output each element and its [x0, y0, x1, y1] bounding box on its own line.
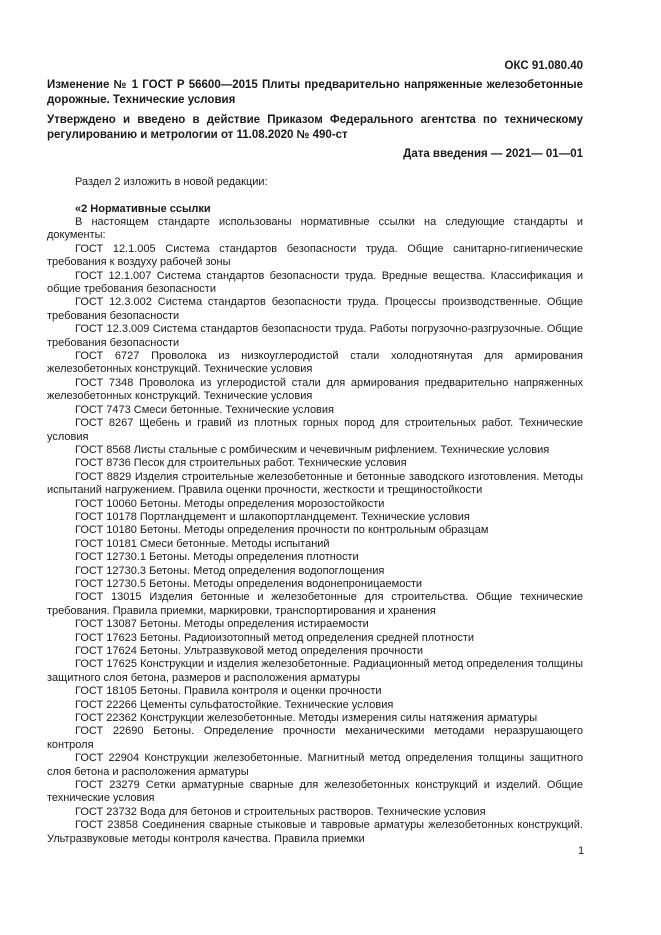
reference-item: ГОСТ 12.3.009 Система стандартов безопасности труда. Работы погрузочно-разгрузочные. Общие требования безопасности — [47, 323, 583, 349]
reference-item: ГОСТ 8736 Песок для строительных работ. Технические условия — [75, 457, 407, 470]
section-intro: В настоящем стандарте использованы нормативные ссылки на следующие стандарты и документы: — [47, 216, 583, 242]
page-number: 1 — [578, 845, 585, 857]
reference-item: ГОСТ 13087 Бетоны. Методы определения истираемости — [75, 618, 369, 631]
reference-item: ГОСТ 10060 Бетоны. Методы определения морозостойкости — [75, 497, 385, 510]
reference-item: ГОСТ 8829 Изделия строительные железобетонные и бетонные заводского изготовления. Методы испытаний нагружением. Правила оценки прочности, жесткости и трещиностойкости — [47, 470, 583, 497]
reference-item: ГОСТ 23732 Вода для бетонов и строительных растворов. Технические условия — [75, 805, 486, 818]
reference-item: ГОСТ 22266 Цементы сульфатостойкие. Технические условия — [75, 698, 394, 711]
reference-item: ГОСТ 23279 Сетки арматурные сварные для железобетонных конструкций и изделий. Общие технические условия — [47, 779, 583, 805]
reference-item: ГОСТ 12730.1 Бетоны. Методы определения плотности — [75, 551, 359, 564]
effective-date: Дата введения — 2021— 01—01 — [403, 148, 583, 160]
section-heading: «2 Нормативные ссылки — [75, 203, 211, 215]
reference-item: ГОСТ 12.1.007 Система стандартов безопасности труда. Вредные вещества. Классификация и общие требования безопасности — [47, 269, 583, 296]
reference-item: ГОСТ 10180 Бетоны. Методы определения прочности по контрольным образцам — [75, 524, 489, 537]
reference-item: ГОСТ 17623 Бетоны. Радиоизотопный метод определения средней плотности — [75, 631, 475, 644]
reference-item: ГОСТ 17624 Бетоны. Ультразвуковой метод определения прочности — [75, 645, 424, 657]
reference-item: ГОСТ 18105 Бетоны. Правила контроля и оценки прочности — [75, 685, 382, 698]
document-title: Изменение № 1 ГОСТ Р 56600—2015 Плиты предварительно напряженные железобетонные дорожные. Технические условия — [47, 79, 583, 106]
reference-item: ГОСТ 12730.3 Бетоны. Метод определения водопоглощения — [75, 564, 385, 577]
reference-item: ГОСТ 22904 Конструкции железобетонные. Магнитный метод определения толщины защитного слоя бетона и расположения арматуры — [47, 752, 583, 778]
reference-item: ГОСТ 6727 Проволока из низкоуглеродистой стали холоднотянутая для армирования железобетонных конструкций. Технические условия — [47, 350, 583, 376]
reference-item: ГОСТ 22690 Бетоны. Определение прочности механическими методами неразрушающего контроля — [47, 725, 583, 751]
reference-item: ГОСТ 12730.5 Бетоны. Методы определения водонепроницаемости — [75, 577, 423, 590]
oks-code: ОКС 91.080.40 — [504, 60, 583, 72]
reference-item: ГОСТ 12.1.005 Система стандартов безопасности труда. Общие санитарно-гигиенические требования к воздуху рабочей зоны — [47, 242, 583, 269]
reference-item: ГОСТ 23858 Соединения сварные стыковые и тавровые арматуры железобетонных конструкций. Ультразвуковые методы контроля качества. Правила приемки — [47, 819, 583, 845]
reference-item: ГОСТ 13015 Изделия бетонные и железобетонные для строительства. Общие технические требования. Правила приемки, маркировки, транспортирования и хранения — [47, 591, 583, 617]
approval-statement: Утверждено и введено в действие Приказом Федерального агентства по техническому регулированию и метрологии от 11.08.2020 № 490-ст — [47, 114, 583, 141]
reference-item: ГОСТ 10181 Смеси бетонные. Методы испытаний — [75, 537, 330, 550]
reference-item: ГОСТ 8267 Щебень и гравий из плотных горных пород для строительных работ. Технические условия — [47, 417, 583, 443]
reference-item: ГОСТ 17625 Конструкции и изделия железобетонные. Радиационный метод определения толщины защитного слоя бетона, размеров и расположения арматуры — [47, 658, 583, 684]
references-body — [47, 216, 583, 846]
instruction-text: Раздел 2 изложить в новой редакции: — [75, 176, 268, 188]
reference-item: ГОСТ 12.3.002 Система стандартов безопасности труда. Процессы производственные. Общие требования безопасности — [47, 296, 583, 322]
reference-item: ГОСТ 7473 Смеси бетонные. Технические условия — [75, 403, 335, 416]
reference-item: ГОСТ 10178 Портландцемент и шлакопортландцемент. Технические условия — [75, 510, 470, 523]
reference-item: ГОСТ 8568 Листы стальные с ромбическим и чечевичным рифлением. Технические условия — [75, 443, 550, 456]
reference-item: ГОСТ 7348 Проволока из углеродистой стали для армирования предварительно напряженных железобетонных конструкций. Технические условия — [47, 376, 583, 403]
reference-item: ГОСТ 22362 Конструкции железобетонные. Методы измерения силы натяжения арматуры — [75, 712, 538, 725]
